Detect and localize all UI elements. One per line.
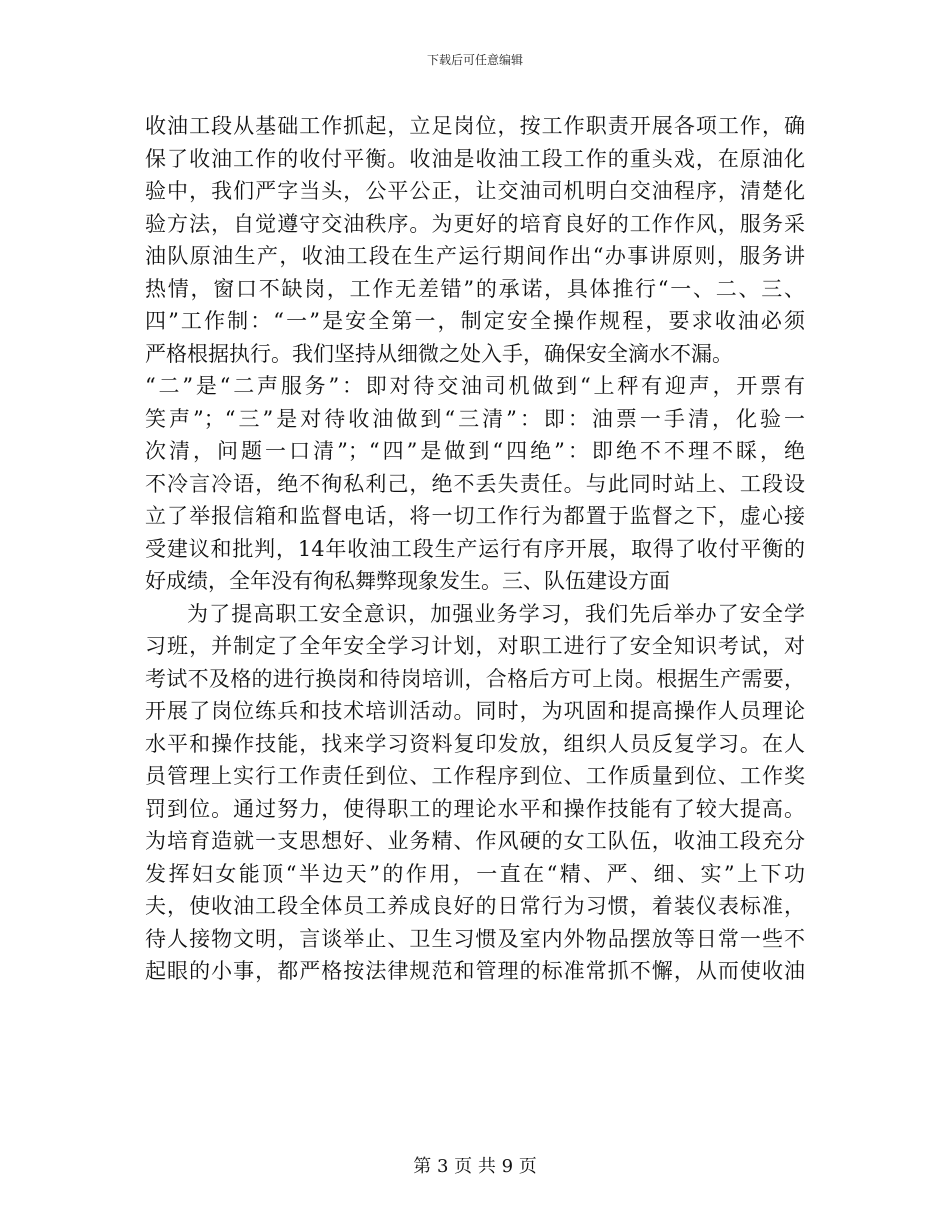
text-line: 笑声”；“三”是对待收油做到“三清”：即：油票一手清，化验一 (145, 406, 805, 431)
text-line: 员管理上实行工作责任到位、工作程序到位、工作质量到位、工作奖 (145, 764, 805, 788)
text-line: 保了收油工作的收付平衡。收油是收油工段工作的重头戏，在原油化 (145, 146, 805, 171)
text-line: 罚到位。通过努力，使得职工的理论水平和操作技能有了较大提高。 (145, 796, 805, 821)
text-line: 严格根据执行。我们坚持从细微之处入手，确保安全滴水不漏。 (145, 341, 733, 366)
text-line: 开展了岗位练兵和技术培训活动。同时，为巩固和提高操作人员理论 (145, 699, 805, 723)
text-line: 不冷言冷语，绝不徇私利己，绝不丢失责任。与此同时站上、工段设 (145, 471, 805, 496)
text-line: 发挥妇女能顶“半边天”的作用，一直在“精、严、细、实”上下功 (145, 861, 805, 886)
text-line: 为培育造就一支思想好、业务精、作风硬的女工队伍，收油工段充分 (145, 829, 805, 853)
text-line: 待人接物文明，言谈举止、卫生习惯及室内外物品摆放等日常一些不 (145, 926, 805, 951)
text-line: 热情，窗口不缺岗，工作无差错”的承诺，具体推行“一、二、三、 (145, 276, 805, 301)
text-line: 考试不及格的进行换岗和待岗培训，合格后方可上岗。根据生产需要， (145, 666, 805, 691)
text-line: 油队原油生产，收油工段在生产运行期间作出“办事讲原则，服务讲 (145, 244, 805, 268)
paragraph-first-line: 为了提高职工安全意识，加强业务学习，我们先后举办了安全学 (187, 601, 805, 626)
text-line: 收油工段从基础工作抓起，立足岗位，按工作职责开展各项工作，确 (145, 114, 805, 138)
text-line: 好成绩，全年没有徇私舞弊现象发生。三、队伍建设方面 (145, 569, 670, 593)
text-line: 受建议和批判，14年收油工段生产运行有序开展，取得了收付平衡的 (145, 536, 805, 561)
page-header: 下载后可任意编辑 (426, 53, 523, 67)
text-line: 水平和操作技能，找来学习资料复印发放，组织人员反复学习。在人 (145, 731, 805, 756)
text-line: 习班，并制定了全年安全学习计划，对职工进行了安全知识考试，对 (145, 634, 805, 658)
text-line: 验方法，自觉遵守交油秩序。为更好的培育良好的工作作风，服务采 (145, 211, 805, 236)
page-number: 第 3 页 共 9 页 (413, 1156, 537, 1177)
text-line: 四”工作制：“一”是安全第一，制定安全操作规程，要求收油必须 (145, 309, 805, 333)
document-body (145, 110, 805, 988)
text-line: 起眼的小事，都严格按法律规范和管理的标准常抓不懈，从而使收油 (145, 959, 805, 983)
text-line: “二”是“二声服务”：即对待交油司机做到“上秤有迎声，开票有 (145, 374, 805, 398)
text-line: 验中，我们严字当头，公平公正，让交油司机明白交油程序，清楚化 (145, 179, 805, 203)
text-line: 立了举报信箱和监督电话，将一切工作行为都置于监督之下，虚心接 (145, 504, 805, 528)
text-line: 夫，使收油工段全体员工养成良好的日常行为习惯，着装仪表标准， (145, 894, 805, 918)
text-line: 次清，问题一口清”；“四”是做到“四绝”：即绝不不理不睬，绝 (145, 439, 805, 463)
